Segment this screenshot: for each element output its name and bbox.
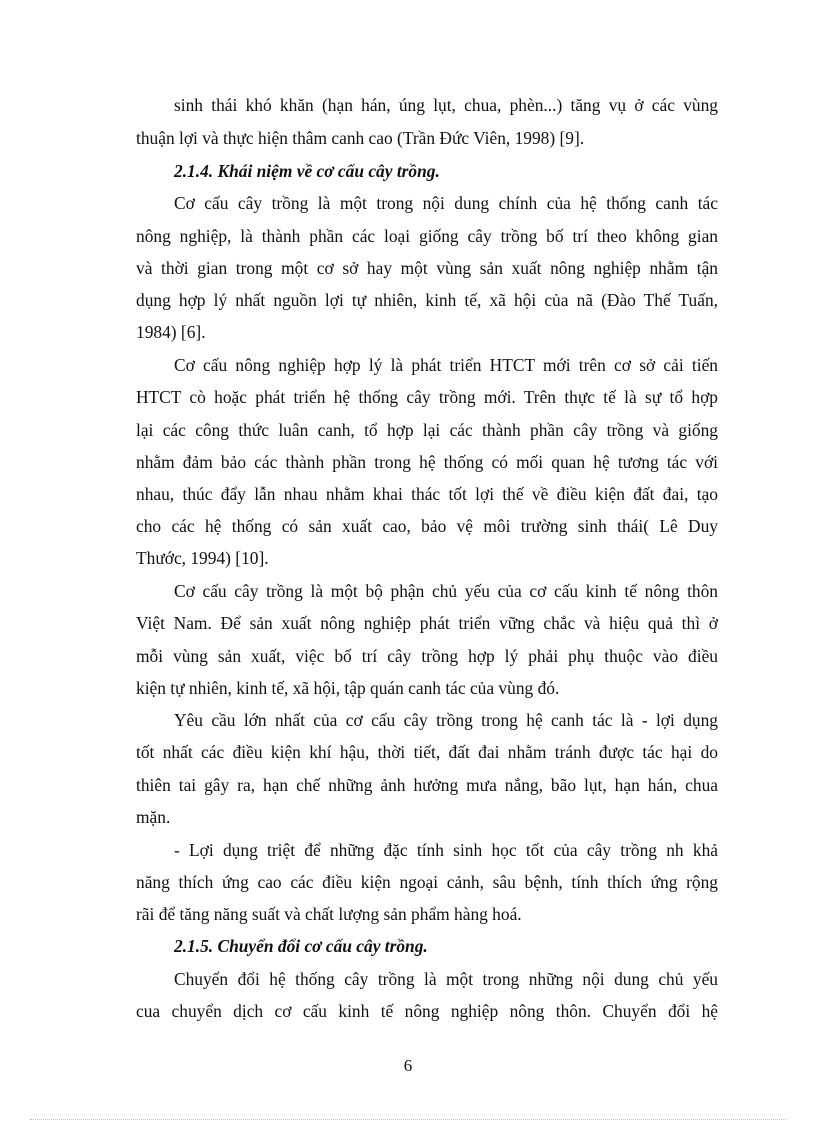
paragraph-line: nông nghiệp, là thành phần các loại giống cây trồng bố trí theo không gian bbox=[136, 226, 718, 246]
paragraph-line: rãi để tăng năng suất và chất lượng sản phẩm hàng hoá. bbox=[136, 904, 522, 924]
page-number: 6 bbox=[403, 1056, 413, 1075]
paragraph-line: lại các công thức luân canh, tổ hợp lại các thành phần cây trồng và giống bbox=[136, 420, 718, 440]
paragraph-line: Cơ cấu nông nghiệp hợp lý là phát triển HTCT mới trên cơ sở cải tiến bbox=[174, 355, 718, 375]
section-heading-2-1-4: 2.1.4. Khái niệm về cơ cấu cây trồng. bbox=[174, 161, 440, 181]
paragraph-line: Yêu cầu lớn nhất của cơ cấu cây trồng trong hệ canh tác là - lợi dụng bbox=[174, 710, 718, 730]
paragraph-line: Thước, 1994) [10]. bbox=[136, 548, 269, 568]
paragraph-line: Chuyển đổi hệ thống cây trồng là một trong những nội dung chủ yếu bbox=[174, 969, 718, 989]
paragraph-line: Cơ cấu cây trồng là một bộ phận chủ yếu của cơ cấu kinh tế nông thôn bbox=[174, 581, 718, 601]
paragraph-line: năng thích ứng cao các điều kiện ngoại cảnh, sâu bệnh, tính thích ứng rộng bbox=[136, 872, 718, 892]
section-heading-2-1-5: 2.1.5. Chuyển đổi cơ cấu cây trồng. bbox=[174, 936, 428, 956]
page-border-divider bbox=[30, 1119, 786, 1120]
paragraph-line: tốt nhất các điều kiện khí hậu, thời tiết, đất đai nhằm tránh được tác hại do bbox=[136, 742, 718, 762]
paragraph-line: thuận lợi và thực hiện thâm canh cao (Trần Đức Viên, 1998) [9]. bbox=[136, 128, 585, 148]
paragraph-line: nhằm đảm bảo các thành phần trong hệ thống có mối quan hệ tương tác với bbox=[136, 452, 718, 472]
paragraph-line: và thời gian trong một cơ sở hay một vùng sản xuất nông nghiệp nhằm tận bbox=[136, 258, 718, 278]
paragraph-line: Cơ cấu cây trồng là một trong nội dung chính của hệ thống canh tác bbox=[174, 193, 718, 213]
paragraph-line: mỗi vùng sản xuất, việc bố trí cây trồng hợp lý phải phụ thuộc vào điều bbox=[136, 646, 718, 666]
paragraph-line: sinh thái khó khăn (hạn hán, úng lụt, chua, phèn...) tăng vụ ở các vùng bbox=[174, 95, 718, 115]
paragraph-line: Việt Nam. Để sản xuất nông nghiệp phát triển vững chắc và hiệu quả thì ở bbox=[136, 613, 718, 633]
paragraph-line: thiên tai gây ra, hạn chế những ảnh hưởng mưa nắng, bão lụt, hạn hán, chua bbox=[136, 775, 718, 795]
paragraph-line: cua chuyển dịch cơ cấu kinh tế nông nghiệp nông thôn. Chuyển đổi hệ bbox=[136, 1001, 718, 1021]
paragraph-line: 1984) [6]. bbox=[136, 322, 206, 342]
paragraph-line: nhau, thúc đẩy lẫn nhau nhằm khai thác tốt lợi thế về điều kiện đất đai, tạo bbox=[136, 484, 718, 504]
paragraph-line: - Lợi dụng triệt để những đặc tính sinh học tốt của cây trồng nh khả bbox=[174, 840, 718, 860]
paragraph-line: kiện tự nhiên, kinh tế, xã hội, tập quán canh tác của vùng đó. bbox=[136, 678, 560, 698]
paragraph-line: HTCT cò hoặc phát triển hệ thống cây trồng mới. Trên thực tế là sự tổ hợp bbox=[136, 387, 718, 407]
paragraph-line: mặn. bbox=[136, 807, 171, 827]
paragraph-line: cho các hệ thống có sản xuất cao, bảo vệ môi trường sinh thái( Lê Duy bbox=[136, 516, 718, 536]
paragraph-line: dụng hợp lý nhất nguồn lợi tự nhiên, kinh tế, xã hội của nã (Đào Thế Tuấn, bbox=[136, 290, 718, 310]
